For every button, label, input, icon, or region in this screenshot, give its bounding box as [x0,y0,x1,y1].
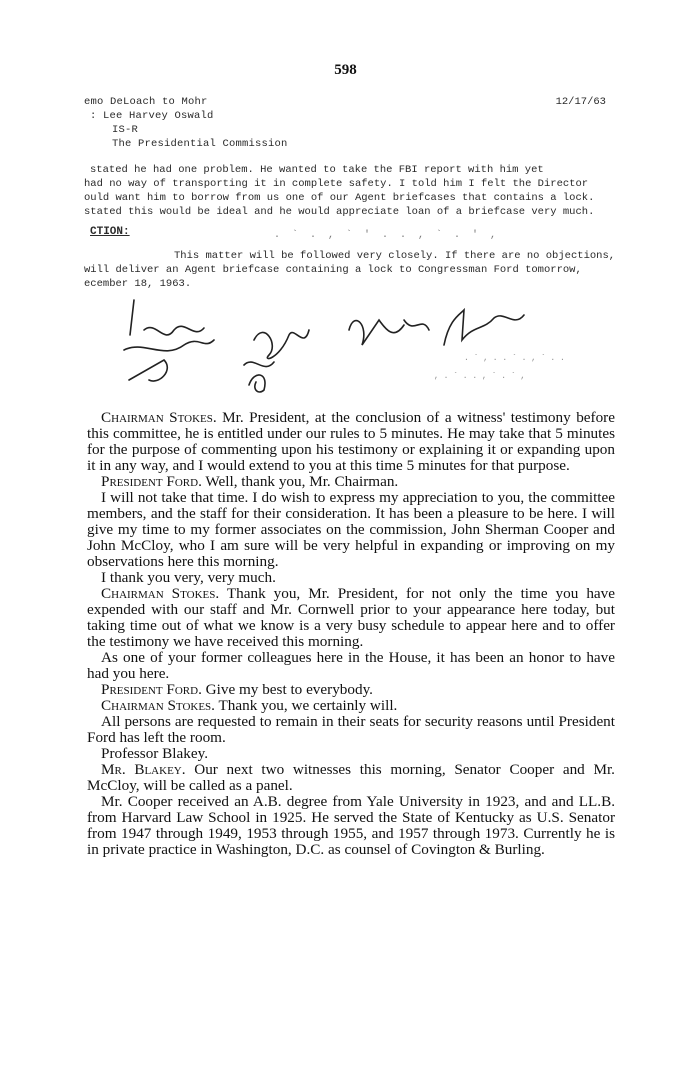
paragraph-text: Mr. President, at the conclusion of a witness' testimony before this committee, he is entitled under our rules to 5 minutes. He may take that 5 minutes for the purpose of commenting upon his testimony or explaining it or expanding upon it in any way, and I would extend to you at this time 5 minutes for that purpose. [87,409,615,474]
paragraph-text: Give my best to everybody. [201,681,373,698]
transcript-paragraph [87,682,615,698]
memo-action-label: CTION: [90,226,130,238]
paragraph-text: Thank you, Mr. President, for not only the time you have expended with our staff and Mr. Cornwell prior to your appearance here today, but taking time out of what we know is a very busy schedule to appear here and to offer the testimony we have received this morning. [87,585,615,650]
paragraph-text: Thank you, we certainly will. [214,697,398,714]
transcript-paragraph [87,474,615,490]
paragraph-text: Professor Blakey. [101,745,208,762]
handwritten-initials [104,290,624,400]
memo-action-line: will deliver an Agent briefcase containing a lock to Congressman Ford tomorrow, [84,264,582,276]
speaker-label: President Ford. [101,473,202,490]
transcript-paragraph [87,714,615,746]
memo-date: 12/17/63 [555,96,606,108]
paragraph-text: Mr. Cooper received an A.B. degree from Yale University in 1923, and and LL.B. from Harvard Law School in 1925. He served the State of Kentucky as U.S. Senator from 1947 through 1949, 1953 through 1955, and 1957 through 1973. Currently he is in private practice in Washington, D.C. as counsel of Covington & Burling. [87,793,615,858]
transcript-paragraph [87,762,615,794]
speaker-label: Chairman Stokes. [101,697,215,714]
speaker-label: Mr. Blakey. [101,761,186,778]
memo-header-line: : Lee Harvey Oswald [90,110,214,122]
memo-body-line: ould want him to borrow from us one of our Agent briefcases that contains a lock. [84,192,595,204]
paragraph-text: All persons are requested to remain in their seats for security reasons until President Ford has left the room. [87,713,615,746]
transcript-paragraph [87,794,615,858]
speaker-label: Chairman Stokes. [101,409,217,426]
paragraph-text: Well, thank you, Mr. Chairman. [201,473,399,490]
memo-facsimile [84,90,624,390]
speaker-label: President Ford. [101,681,202,698]
memo-body-line: had no way of transporting it in complete safety. I told him I felt the Director [84,178,589,190]
memo-body-line: stated he had one problem. He wanted to take the FBI report with him yet [90,164,544,176]
scan-noise: , . ` . . , ` . ` , [434,372,526,381]
speaker-label: Chairman Stokes. [101,585,220,602]
paragraph-text: As one of your former colleagues here in the House, it has been an honor to have had you here. [87,649,615,682]
memo-action-line: ecember 18, 1963. [84,278,192,290]
memo-header-line: The Presidential Commission [112,138,288,150]
memo-body-line: stated this would be ideal and he would appreciate loan of a briefcase very much. [84,206,595,218]
paragraph-text: Our next two witnesses this morning, Senator Cooper and Mr. McCloy, will be called as a panel. [87,761,615,794]
transcript-paragraph [87,650,615,682]
transcript-paragraph [87,746,615,762]
transcript-paragraph [87,570,615,586]
paragraph-text: I will not take that time. I do wish to express my appreciation to you, the committee members, and the staff for their consideration. It has been a pleasure to be here. I will give my time to my former associates on the commission, John Sherman Cooper and John McCloy, who I am sure will be very helpful in expanding or improving on my observations here this morning. [87,489,615,570]
hearing-transcript [87,410,615,858]
page-number: 598 [334,62,357,78]
transcript-paragraph [87,410,615,474]
memo-header-line: IS-R [112,124,139,136]
transcript-paragraph [87,698,615,714]
transcript-paragraph [87,490,615,570]
memo-action-line: This matter will be followed very closely. If there are no objections, [174,250,616,262]
scan-noise: . ` . , ` ' . . , ` . ' , [274,230,500,241]
scan-noise: . ` , . . ` . , ` . . [464,354,565,363]
signatures-graphic [104,290,624,400]
paragraph-text: I thank you very, very much. [101,569,276,586]
memo-header-line: emo DeLoach to Mohr [84,96,208,108]
transcript-paragraph [87,586,615,650]
